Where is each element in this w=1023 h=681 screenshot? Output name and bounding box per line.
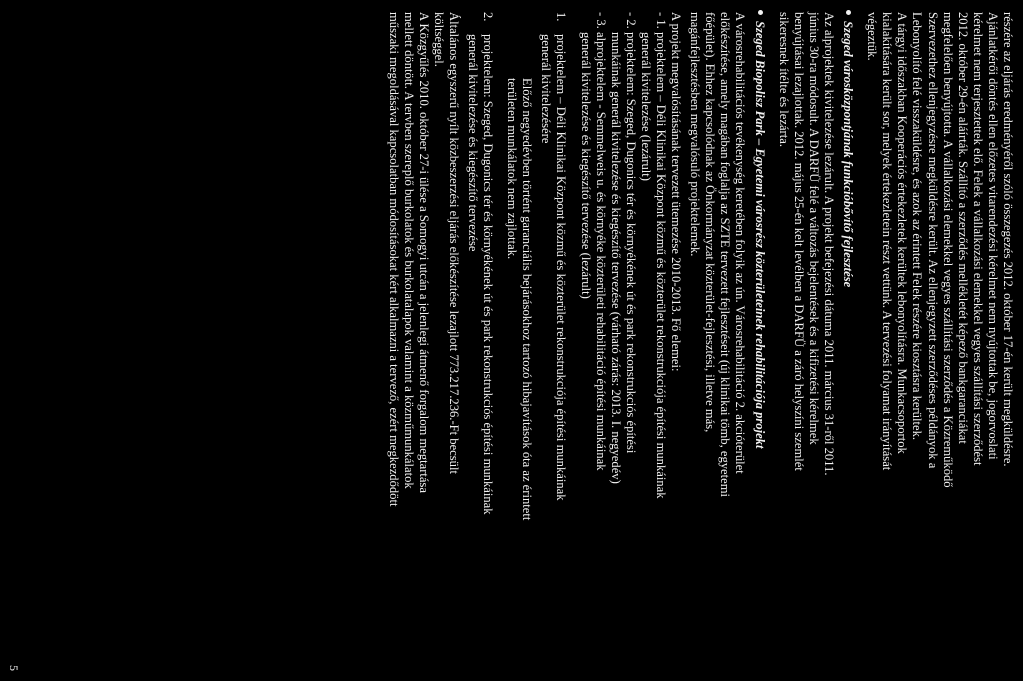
bullet-icon [846,10,851,15]
list-item-number: - 2. [623,12,638,29]
text-line: főépület). Ehhez kapcsolódnak az Önkormányzat közterület-fejlesztési, illetve más, [703,12,718,433]
page-number: 5 [7,665,22,671]
sub-item-body-line: területen munkálatok nem zajlottak. [505,78,520,260]
list-item-text: munkáinak generál kivitelezése és kiegészítő tervezése (várható zárás: 2013. I. negyedév) [608,32,623,484]
text-line: Az alprojektek kivitelezése lezárult. A projekt befejezési dátuma 2011. március 31-ről 2011. [821,12,836,476]
list-item-number [577,12,592,32]
section-heading-text: Szeged városközpontjának funkcióbővítő fejlesztése [841,21,856,288]
list-item [593,12,608,671]
schedule-intro: A projekt megvalósításának tervezett ütemezése 2010-2013. Fő elemei: [669,12,684,372]
section-paragraph-city-center [776,12,836,671]
sub-item-title-line: projektelem – Déli Klinikai Központ közmű és közterület rekonstrukciója építési munkáinak [554,34,569,501]
text-line: sikeresnek ítélte és lezárta. [776,12,791,147]
text-line: június 30-ra módosult. A DARFÜ felé a változás bejelentések és a kifizetési kérelmek [806,12,821,445]
text-line: végeztük. [865,12,880,61]
list-item [653,12,668,671]
sub-item-2-body [385,12,460,671]
bullet-icon [758,10,763,15]
section-paragraph-biopolisz [687,12,747,671]
text-line: Lebonyolító felé visszaküldésre, és azok az érintett Felek részére kiosztásra kerültek. [910,12,925,441]
text-line: megfelelően benyújtotta. A vállalkozási elemekkel vegyes szállítási szerződés a Közreműködő [940,12,955,488]
list-item [608,12,623,671]
text-line: 2012. október 29-én aláírták. Szállító a szerződés mellékletét képező bankgaranciákat [955,12,970,444]
list-item-text: generál kivitelezése és kiegészítő tervezése (lezárult) [578,32,593,299]
sub-item-body-line: költséggel. [431,12,446,67]
text-line: kialakítására került sor, melyek értekezletein részt vettünk. A tervezési folyamat irányítását [880,12,895,471]
text-line: Ajánlatkérői döntés ellen előzetes vitarendezési kérelmet nem nyújtottak be, jogorvoslati [985,12,1000,460]
text-line: magánfejlesztésben megvalósuló projektelemek. [688,12,703,257]
text-line: kérelmet nem terjesztettek elő. Felek a vállalkozási elemekkel vegyes szállítási szerződést [970,12,985,466]
intro-paragraph [864,12,1015,671]
project-element-list [577,12,668,671]
sub-item-title-line: projektelem: Szeged, Dugonics tér és környékének út és park rekonstrukciós építési munkáinak [481,34,496,515]
sub-item-title-line: generál kivitelezése és kiegészítő tervezése [466,34,480,252]
list-item [623,12,638,671]
text-line: A tárgyi időszakban Kooperációs értekezletek kerültek lebonyolításra. Munkacsoportok [895,12,910,454]
text-line: benyújtásai lezajlottak. 2012. május 25-én kelt levélben a DARFÜ a záró helyszíni szemlét [791,12,806,471]
text-line: részére az eljárás eredményéről szóló összegezés 2012. október 17-én került megküldésre. [1001,12,1015,467]
list-item [577,12,592,671]
list-item-number: - 1. [654,12,669,29]
list-item-text: alprojektelem - Semmelweis u. és környéke közterületi rehabilitáció építési munkáinak [593,32,608,471]
list-item [638,12,653,671]
sub-item-body-line: műszaki megoldásával kapcsolatban módosításokat kért alkalmazni a tervező, ezért megkezdődött [386,12,401,507]
list-item-text: generál kivitelezése (lezárult) [638,32,653,181]
text-line: A városrehabilitációs tevékenység keretében folyik az ún. Városrehabilitáció 2. akcióterület [733,12,748,474]
text-line: Szervezethez ellenjegyzésre megküldésre került. Az ellenjegyzett szerződéses példányok a [925,12,940,469]
section-heading-szeged-city-center [840,12,855,671]
sub-item-title-line: generál kivitelezésére [539,34,554,144]
sub-item-body-line: A Közgyűlés 2010. október 27-i ülése a Somogyi utcán a jelenlegi átmenő forgalom megtartása [416,12,431,494]
list-item-text: projektelem: Szeged, Dugonics tér és környékének út és park rekonstrukciós építési [623,32,638,454]
text-line: előkészítése, amely magában foglalja az SZTE tervezett fejlesztéseit (új klinikai tömb, egyetemi [718,12,733,498]
list-item-number [638,12,653,32]
sub-item-number: 2. [481,12,496,22]
sub-item-body-line: Előző negyedévben történt garanciális bejárásokhoz tartozó hibajavítások óta az érintett [520,78,535,521]
sub-item-2-title [465,12,495,671]
sub-item-body-line: Általános egyszerű nyílt közbeszerzési eljárás előkészítése lezajlott 773.217.236.-Ft becsült [446,12,461,474]
sub-item-1-title [538,12,568,671]
section-heading-biopolisz [752,12,767,671]
section-heading-text: Szeged Biopolisz Park – Egyetemi városrész közterületeinek rehabilitációja projekt [752,21,767,449]
list-item-number [608,12,623,32]
sub-item-body-line: mellett döntött. A tervben szereplő burkolatok és burkolatalapok valamint a közműmunkálatok [401,12,416,489]
sub-item-1-body [504,12,534,671]
list-item-text: projektelem – Déli Klinikai Központ közmű és közterület rekonstrukciója építési munkáinak [654,32,669,499]
list-item-number: - 3. [593,12,608,29]
sub-item-number: 1. [554,12,569,22]
